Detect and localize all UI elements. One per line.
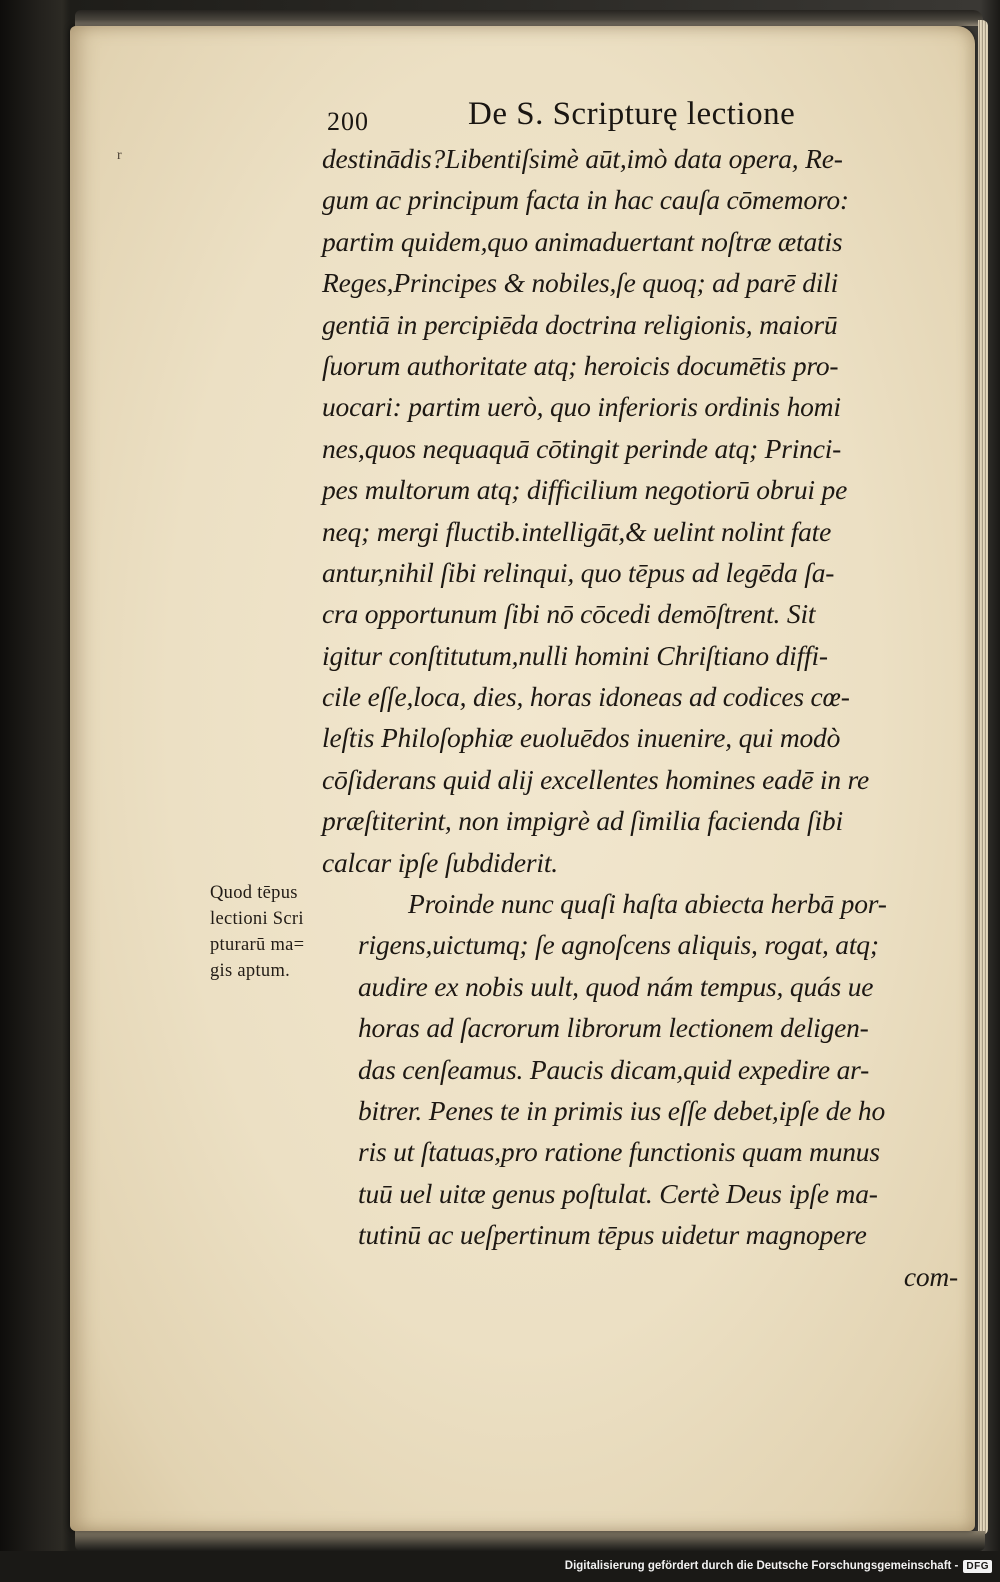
running-title: De S. Scripturę lectione: [468, 96, 796, 132]
text-line: gentiā in percipiēda doctrina religionis, maiorū: [322, 308, 838, 340]
text-line: nes,quos nequaquā cōtingit perinde atq; Princi-: [322, 432, 842, 464]
book-top-edge: [75, 10, 983, 26]
text-line: tuū uel uitæ genus poſtulat. Certè Deus ipſe ma-: [358, 1177, 878, 1209]
marginal-note-line: pturarū ma=: [210, 935, 305, 955]
funding-notice: [565, 1557, 992, 1575]
text-line: leſtis Philoſophiæ euoluēdos inuenire, qui modò: [322, 722, 841, 754]
text-line: destinādis?Libentiſsimè aūt,imò data opera, Re-: [322, 143, 843, 174]
text-line: ris ut ſtatuas,pro ratione functionis quam munus: [358, 1136, 880, 1168]
footer-strip: [0, 1551, 1000, 1582]
text-line: horas ad ſacrorum librorum lectionem deligen-: [358, 1012, 869, 1044]
book-fore-edge: [978, 20, 988, 1535]
text-line: antur,nihil ſibi relinqui, quo tēpus ad legēda ſa-: [322, 556, 835, 588]
marginal-note-line: Quod tēpus: [210, 883, 298, 903]
marginal-note-line: gis aptum.: [210, 961, 291, 981]
text-line: pes multorum atq; difficilium negotiorū obrui pe: [322, 474, 848, 506]
text-line: tutinū ac ueſpertinum tēpus uidetur magnopere: [358, 1219, 867, 1251]
text-line: Reges,Principes & nobiles,ſe quoq; ad parē dili: [322, 267, 839, 299]
catchword: com-: [903, 1260, 958, 1292]
text-line: calcar ipſe ſubdiderit.: [322, 846, 558, 878]
text-line: cile eſſe,loca, dies, horas idoneas ad codices cœ-: [322, 681, 850, 713]
text-line: igitur conſtitutum,nulli homini Chriſtiano diffi-: [322, 639, 828, 671]
text-line: præſtiterint, non impigrè ad ſimilia facienda ſibi: [322, 805, 843, 837]
dfg-logo: DFG: [963, 1560, 992, 1573]
text-line: neq; mergi fluctib.intelligāt,& uelint nolint fate: [322, 515, 832, 547]
text-line: rigens,uictumq; ſe agnoſcens aliquis, rogat, atq;: [358, 929, 879, 961]
text-line: uocari: partim uerò, quo inferioris ordinis homi: [322, 391, 841, 423]
text-line: gum ac principum facta in hac cauſa cōmemoro:: [322, 184, 849, 216]
text-line: ſuorum authoritate atq; heroicis documētis pro-: [322, 349, 839, 381]
funding-text: Digitalisierung gefördert durch die Deutsche Forschungsgemeinschaft -: [564, 1560, 959, 1572]
text-line: partim quidem,quo animaduertant noſtræ ætatis: [322, 225, 843, 257]
running-head: [0, 94, 1000, 144]
paragraph-start-line: Proinde nunc quaſi haſta abiecta herbā por-: [408, 888, 887, 920]
marginal-note-line: lectioni Scri: [210, 909, 304, 929]
marginal-note: [210, 880, 350, 984]
text-line: cra opportunum ſibi nō cōcedi demōſtrent. Sit: [322, 598, 816, 630]
text-line: cōſiderans quid alij excellentes homines eadē in re: [322, 763, 870, 795]
text-line: das cenſeamus. Paucis dicam,quid expedire ar-: [358, 1053, 870, 1085]
stray-mark: r: [117, 148, 122, 163]
main-text-block: [322, 138, 972, 1297]
text-line: audire ex nobis uult, quod nám tempus, quás ue: [358, 970, 874, 1002]
page-number: 200: [327, 107, 369, 136]
book-bottom-edge: [75, 1531, 985, 1551]
text-line: bitrer. Penes te in primis ius eſſe debet,ipſe de ho: [358, 1094, 886, 1126]
